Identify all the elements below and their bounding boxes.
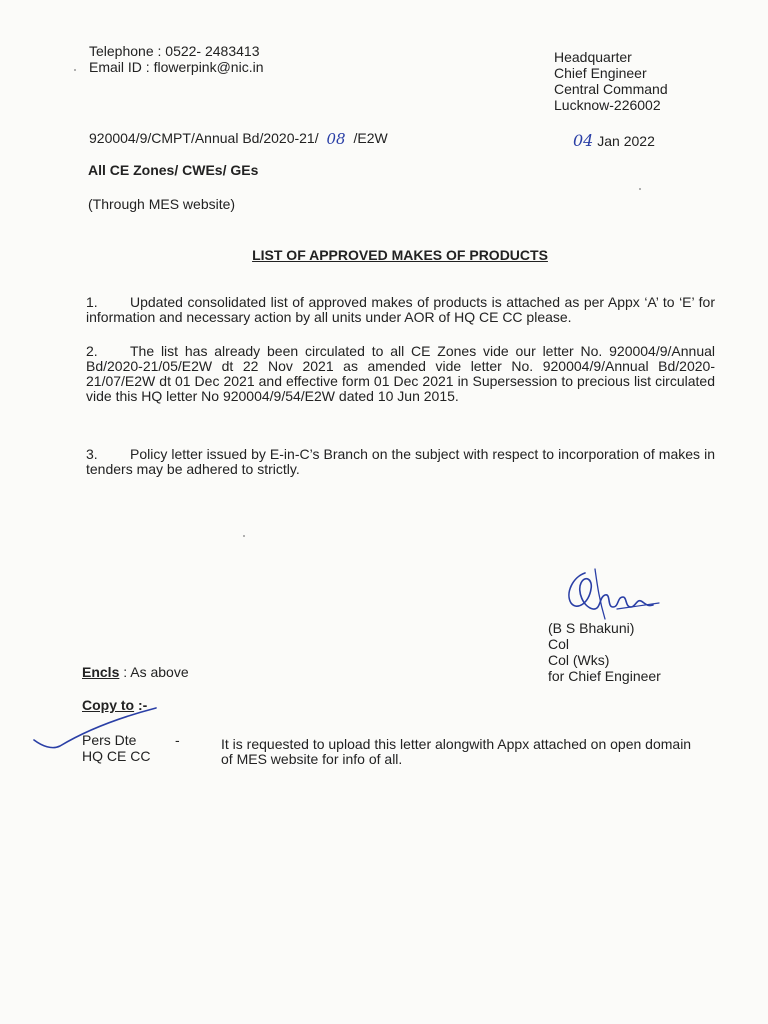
recipient-line-1: Pers Dte bbox=[82, 732, 137, 748]
signatory-for: for Chief Engineer bbox=[548, 668, 661, 684]
signatory-rank: Col bbox=[548, 636, 570, 652]
reference-number bbox=[89, 130, 388, 146]
hq-line-2: Chief Engineer bbox=[554, 65, 647, 81]
scan-speck bbox=[243, 535, 245, 537]
copy-recipient bbox=[82, 732, 150, 764]
enclosures bbox=[82, 664, 189, 680]
email-id: Email ID : flowerpink@nic.in bbox=[89, 59, 264, 75]
paragraph-2 bbox=[86, 344, 715, 404]
letter-heading: LIST OF APPROVED MAKES OF PRODUCTS bbox=[252, 247, 548, 263]
signature-scribble bbox=[555, 563, 665, 625]
signatory-block bbox=[548, 620, 661, 684]
signatory-name: (B S Bhakuni) bbox=[548, 620, 635, 636]
letter-date bbox=[573, 133, 655, 149]
reference-prefix: 920004/9/CMPT/Annual Bd/2020-21/ bbox=[89, 130, 319, 146]
encls-value: : As above bbox=[119, 664, 189, 680]
paragraph-number: 3. bbox=[86, 446, 98, 462]
headquarter-block bbox=[554, 49, 668, 113]
hq-line-3: Central Command bbox=[554, 81, 668, 97]
paragraph-text: Updated consolidated list of approved makes of products is attached as per Appx ‘A’ to ‘E’ for information and necessary action by all units under AOR of HQ CE CC please. bbox=[86, 294, 715, 325]
paragraph-text: Policy letter issued by E-in-C’s Branch on the subject with respect to incorporation of makes in tenders may be adhered to strictly. bbox=[86, 446, 715, 477]
hq-line-4: Lucknow-226002 bbox=[554, 97, 661, 113]
addressee: All CE Zones/ CWEs/ GEs bbox=[88, 162, 259, 178]
copy-to-suffix: :- bbox=[134, 697, 148, 713]
encls-label: Encls bbox=[82, 664, 120, 680]
reference-suffix: /E2W bbox=[353, 130, 388, 146]
paragraph-number: 1. bbox=[86, 294, 98, 310]
handwritten-letter-no: 08 bbox=[326, 130, 346, 148]
copy-to-label: Copy to bbox=[82, 697, 135, 713]
scan-speck bbox=[639, 188, 641, 190]
recipient-dash: - bbox=[175, 732, 180, 748]
scan-speck bbox=[74, 69, 76, 71]
through-mes-website: (Through MES website) bbox=[88, 196, 236, 212]
signatory-appointment: Col (Wks) bbox=[548, 652, 610, 668]
paragraph-number: 2. bbox=[86, 343, 98, 359]
hq-line-1: Headquarter bbox=[554, 49, 632, 65]
paragraph-text: The list has already been circulated to all CE Zones vide our letter No. 920004/9/Annual Bd/2020-21/05/E2W dt 22 Nov 2021 as amended vide letter No. 920004/9/Annual Bd/2020-21/07/E2W dt 01 Dec 2021 and effective form 01 Dec 2021 in Supersession to precious list circulated vide this HQ letter No 920004/9/54/E2W dated 10 Jun 2015. bbox=[86, 343, 715, 404]
recipient-line-2: HQ CE CC bbox=[82, 748, 151, 764]
paragraph-3 bbox=[86, 447, 715, 477]
telephone: Telephone : 0522- 2483413 bbox=[89, 43, 260, 59]
contact-block bbox=[89, 43, 264, 75]
handwritten-day: 04 bbox=[573, 131, 594, 150]
copy-to-note: It is requested to upload this letter alongwith Appx attached on open domain of MES website for info of all. bbox=[221, 736, 692, 767]
date-rest: Jan 2022 bbox=[597, 133, 655, 149]
paragraph-1 bbox=[86, 295, 715, 325]
